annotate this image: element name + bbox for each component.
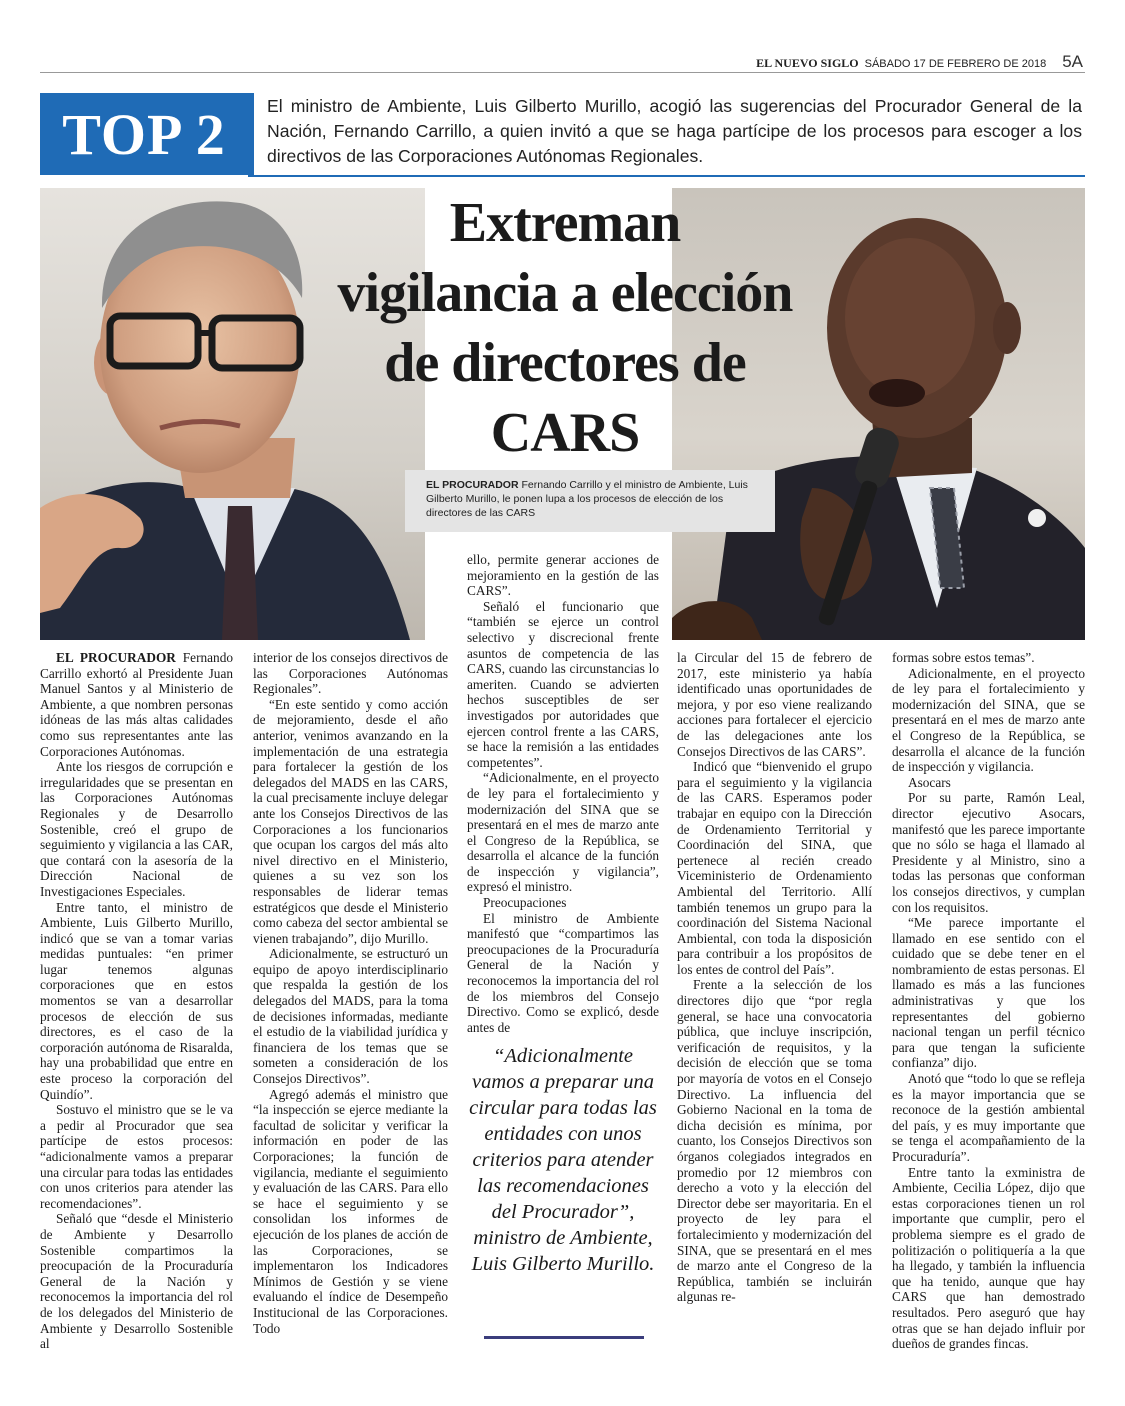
paragraph: “Me parece importante el llamado en ese sentido con el cuidado que se debe tener en el nombramiento de estas personas. El llamado es más a las funciones administrativas y que los representantes del gobierno nacional tengan un perfil técnico para que tengan la suficiente confianza” dijo. [892, 915, 1085, 1071]
paragraph: Entre tanto, el ministro de Ambiente, Luis Gilberto Murillo, indicó que se van a tomar varias medidas puntuales: “en primer lugar tenemos algunas corporaciones que en estos momentos se van a desarrollar procesos de elección de sus directores, es el caso de la corporación autónoma de Risaralda, hay una probabilidad que entre en este proceso la corporación del Quindío”. [40, 899, 233, 1102]
article-column-4 [677, 650, 872, 1305]
paragraph: formas sobre estos temas”. [892, 650, 1035, 665]
section-label: TOP 2 [40, 93, 248, 175]
caption-text: Fernando Carrillo y el ministro de Ambiente, Luis Gilberto Murillo, le ponen lupa a los procesos de elección de los directores de las CARS [426, 479, 748, 519]
paragraph: Agregó además el ministro que “la inspección se ejerce mediante la facultad de solicitar y verificar la información en poder de las Corporaciones; la función de vigilancia, mediante el seguimiento y evaluación de las CARS. Para ello se hace el seguimiento y se consolidan los informes de ejecución de los planes de acción de las Corporaciones, se implementaron los Indicadores Mínimos de Gestión y se viene evaluando el índice de Desempeño Institucional de las Corporaciones. Todo [253, 1086, 448, 1336]
paragraph: Entre tanto la exministra de Ambiente, Cecilia López, dijo que estas corporaciones tienen un rol importante que cumplir, pero el problema siempre es el grado de politización o politiquería a la que ha llegado, y también la influencia que ha tenido, aunque que hay CARS que han demostrado resultados. Pero aseguró que hay otras que se han dejado influir por dueños de grandes fincas. [892, 1164, 1085, 1352]
section-bar [248, 93, 254, 175]
headline-line-3: de directores de [384, 332, 746, 394]
paragraph: El ministro de Ambiente manifestó que “compartimos las preocupaciones de la Procuraduría General de la Nación y reconocemos la importancia del rol de los miembros del Consejo Directivo. Como se explicó, desde antes de [467, 910, 659, 1035]
pull-quote-rule [484, 1336, 644, 1339]
article-column-3 [467, 552, 659, 1035]
paragraph: “En este sentido y como acción de mejoramiento, desde el año anterior, venimos avanzando en la implementación de una estrategia para fortalecer la gestión de los delegados del MADS en las CARS, la cual precisamente incluye delegar ante los Consejos Directivos de las Corporaciones a los funcionarios que ocupan los cargos del más alto nivel directivo en el Ministerio, quienes a su vez son los responsables de liderar temas estratégicos que desde el Ministerio como cabeza del sector ambiental se vienen trabajando”, dijo Murillo. [253, 696, 448, 946]
article-column-2 [253, 650, 448, 1336]
paragraph: Señaló que “desde el Ministerio de Ambiente y Desarrollo Sostenible compartimos la preocupación de la Procuraduría General de la Nación y reconocemos la importancia del rol de los delegados del Ministerio de Ambiente y Desarrollo Sostenible al [40, 1211, 233, 1352]
article-column-1 [40, 650, 233, 1352]
paragraph: la Circular del 15 de febrero de 2017, este ministerio ya había identificado unas oportunidades de mejora, y por eso viene realizando acciones para fortalecer el ejercicio de las delegaciones ante los Consejos Directivos de las CARS”. [677, 650, 872, 759]
headline-line-1: Extreman [449, 192, 681, 254]
paragraph: interior de los consejos directivos de las Corporaciones Autónomas Regionales”. [253, 650, 448, 697]
issue-date: SÁBADO 17 DE FEBRERO DE 2018 [864, 58, 1047, 70]
header-divider [40, 72, 1085, 73]
newspaper-name: EL NUEVO SIGLO [756, 56, 859, 70]
paragraph [40, 650, 233, 759]
paragraph-text: Fernando Carrillo exhortó al Presidente Juan Manuel Santos y al Ministerio de Ambiente, a que nombren personas idóneas de las más altas calidades como sus representantes ante las Corporaciones Autónomas. [40, 650, 233, 759]
subheading: Asocars [908, 774, 951, 790]
paragraph: “Adicionalmente, en el proyecto de ley para el fortalecimiento y modernización del SINA que se presentará en el mes de marzo ante el Congreso de la República, se desarrolla el alcance de la función de inspección y vigilancia”, expresó el ministro. [467, 770, 659, 895]
paragraph: Sostuvo el ministro que se le va a pedir al Procurador que sea partícipe de estos procesos: “adicionalmente vamos a preparar una circular para todas las entidades con unos criterios para atender las recomendaciones”. [40, 1102, 233, 1211]
paragraph: Ante los riesgos de corrupción e irregularidades que se presentan en las Corporaciones Autónomas Regionales y de Desarrollo Sostenible, creó el grupo de seguimiento y vigilancia a las CAR, que contará con la asesoría de la Dirección Nacional de Investigaciones Especiales. [40, 759, 233, 899]
paragraph: Indicó que “bienvenido el grupo para el seguimiento y la vigilancia de las CARS. Esperamos poder trabajar en equipo con la Dirección de Ordenamiento Territorial y Coordinación del SINA, que pertenece al recién creado Viceministerio de Ordenamiento Ambiental del Territorio. Allí también tenemos un grupo para la coordinación del Sistema Nacional Ambiental, con toda la disposición para contribuir a los propósitos de los entes de control del País”. [677, 759, 872, 977]
paragraph: Anotó que “todo lo que se refleja es la mayor importancia que se reconoce de la gestión ambiental del país, y es muy importante que se tenga el acompañamiento de la Procuraduría”. [892, 1071, 1085, 1164]
paragraph: ello, permite generar acciones de mejoramiento en la gestión de las CARS”. [467, 552, 659, 599]
paragraph: Adicionalmente, se estructuró un equipo de apoyo interdisciplinario que respalda la gestión de los delegados del MADS, para la toma de decisiones informadas, mediante el estudio de la viabilidad jurídica y financiera de los temas que se someten a consideración de los Consejos Directivos”. [253, 946, 448, 1087]
subheading: Preocupaciones [483, 895, 567, 911]
paragraph-lead: EL PROCURADOR [56, 650, 176, 665]
paragraph: Frente a la selección de los directores dijo que “por regla general, se hace una convocatoria pública, que incluye inscripción, verificación de requisitos, y la decisión de elección que se toma por mayoría de votos en el Consejo Directivo. La influencia del Gobierno Nacional en la toma de dicha decisión es mínima, por cuanto, los Consejos Directivos son órganos colegiados integrados en promedio por 12 miembros con derecho a voto y la elección del Director debe ser mayoritaria. En el proyecto de ley para el fortalecimiento y modernización del SINA, que se presentará en el mes de marzo ante el Congreso de la República, también se incluirán algunas re- [677, 977, 872, 1305]
page-number: 5A [1062, 52, 1083, 71]
paragraph: Por su parte, Ramón Leal, director ejecutivo Asocars, manifestó que les parece importante que no sólo se haga el llamado al Presidente y al Ministro, sino a todas las personas que conforman los consejos directivos, y cumplan con los requisitos. [892, 790, 1085, 915]
lead-divider [248, 175, 1085, 177]
lead-paragraph: El ministro de Ambiente, Luis Gilberto Murillo, acogió las sugerencias del Procurador General de la Nación, Fernando Carrillo, a quien invitó a que se haga partícipe de los procesos para escoger a los directivos de las Corporaciones Autónomas Regionales. [267, 96, 1082, 166]
paragraph: Señaló el funcionario que “también se ejerce un control selectivo y discrecional frente asuntos de competencia de las CARS, cuando las circunstancias lo ameriten. Cuando se advierten hechos susceptibles de ser investigados por autoridades que ejercen control frente a las CARS, se hace la remisión a las entidades competentes”. [467, 598, 659, 770]
headline-line-2: vigilancia a elección [337, 262, 793, 324]
headline [300, 188, 830, 468]
article-column-5 [892, 650, 1085, 1352]
caption-lead: EL PROCURADOR [426, 479, 519, 491]
masthead [756, 52, 1083, 72]
headline-line-4: CARS [490, 402, 640, 464]
photo-caption [426, 478, 766, 520]
paragraph: Adicionalmente, en el proyecto de ley para el fortalecimiento y modernización del SINA, que se presentará en el mes de marzo ante el Congreso de la República, se desarrolla el alcance de la función de inspección y vigilancia. [892, 665, 1085, 775]
pull-quote: “Adicionalmente vamos a preparar una circular para todas las entidades con unos criterios para atender las recomendaciones del Procurador”, ministro de Ambiente, Luis Gilberto Murillo. [469, 1045, 657, 1275]
